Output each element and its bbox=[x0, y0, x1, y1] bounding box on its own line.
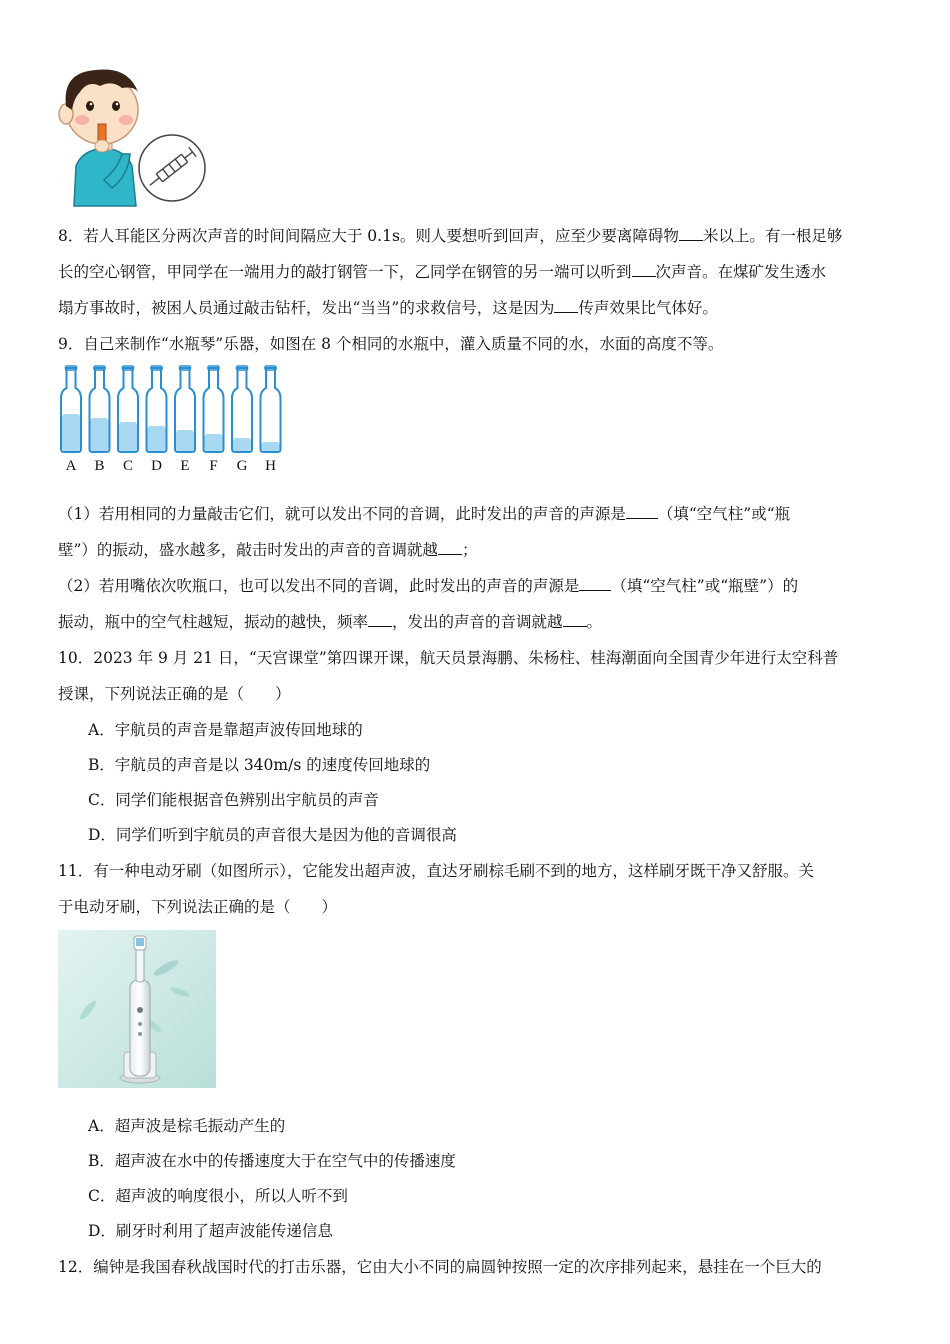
bottle-label: B bbox=[94, 458, 105, 474]
q8-blank-3[interactable] bbox=[554, 298, 578, 313]
boy-with-syringe-illustration bbox=[52, 58, 212, 208]
q8-line-3: 塌方事故时，被困人员通过敲击钻杆，发出“当当”的求救信号，这是因为 传声效果比气体好。 bbox=[58, 299, 718, 317]
q11-option-b[interactable]: B．超声波在水中的传播速度大于在空气中的传播速度 bbox=[88, 1152, 456, 1170]
q10-option-d[interactable]: D．同学们听到宇航员的声音很大是因为他的音调很高 bbox=[88, 826, 457, 844]
q11-option-a[interactable]: A．超声波是棕毛振动产生的 bbox=[88, 1117, 286, 1135]
q9-stem: 9．自己来制作“水瓶琴”乐器，如图在 8 个相同的水瓶中，灌入质量不同的水，水面的高度不等。 bbox=[58, 335, 724, 353]
q9-blank-4[interactable] bbox=[368, 612, 392, 627]
q12-stem-line-1: 12．编钟是我国春秋战国时代的打击乐器，它由大小不同的扁圆钟按照一定的次序排列起来，悬挂在一个巨大的 bbox=[58, 1258, 822, 1276]
bottle-b bbox=[90, 366, 110, 474]
q8-blank-2[interactable] bbox=[632, 262, 656, 277]
bottle-d bbox=[147, 366, 167, 474]
bottle-label: C bbox=[122, 458, 134, 474]
q9-part2-line-1: （2）若用嘴依次吹瓶口，也可以发出不同的音调，此时发出的声音的声源是 （填“空气柱”或“瓶壁”）的 bbox=[58, 577, 799, 595]
q10-stem-line-1: 10．2023 年 9 月 21 日，“天宫课堂”第四课开课，航天员景海鹏、朱杨柱、桂海潮面向全国青少年进行太空科普 bbox=[58, 649, 839, 667]
q10-stem-line-2: 授课，下列说法正确的是（ ） bbox=[58, 685, 291, 703]
water-bottles-figure bbox=[58, 364, 298, 476]
bottle-h bbox=[261, 366, 281, 474]
q10-option-b[interactable]: B．宇航员的声音是以 340m/s 的速度传回地球的 bbox=[88, 756, 431, 774]
q11-stem-line-2: 于电动牙刷，下列说法正确的是（ ） bbox=[58, 898, 338, 916]
q11-stem-line-1: 11．有一种电动牙刷（如图所示），它能发出超声波，直达牙刷棕毛刷不到的地方，这样刷牙既干净又舒服。关 bbox=[58, 862, 814, 880]
q8-blank-1[interactable] bbox=[679, 226, 703, 241]
bottle-a bbox=[61, 366, 81, 474]
q10-option-c[interactable]: C．同学们能根据音色辨别出宇航员的声音 bbox=[88, 791, 379, 809]
bottle-g bbox=[232, 366, 252, 474]
electric-toothbrush-photo bbox=[58, 930, 216, 1088]
q9-blank-3[interactable] bbox=[579, 576, 611, 591]
q10-option-a[interactable]: A．宇航员的声音是靠超声波传回地球的 bbox=[88, 721, 363, 739]
q9-part1-line-2: 壁”）的振动，盛水越多，敲击时发出的声音的音调就越 ； bbox=[58, 541, 478, 559]
bottle-label: A bbox=[65, 458, 77, 474]
bottle-f bbox=[204, 366, 224, 474]
q9-blank-5[interactable] bbox=[563, 612, 587, 627]
bottle-label: G bbox=[236, 458, 248, 474]
q9-part1-line-1: （1）若用相同的力量敲击它们，就可以发出不同的音调，此时发出的声音的声源是 （填“空气柱”或“瓶 bbox=[58, 505, 791, 523]
q9-blank-2[interactable] bbox=[438, 540, 462, 555]
bottle-label: D bbox=[151, 458, 162, 474]
bottle-c bbox=[118, 366, 138, 474]
q8-line-2: 长的空心钢管，甲同学在一端用力的敲打钢管一下，乙同学在钢管的另一端可以听到 次声音。在煤矿发生透水 bbox=[58, 263, 827, 281]
q11-option-c[interactable]: C．超声波的响度很小，所以人听不到 bbox=[88, 1187, 348, 1205]
q11-option-d[interactable]: D．刷牙时利用了超声波能传递信息 bbox=[88, 1222, 333, 1240]
q8-line-1: 8．若人耳能区分两次声音的时间间隔应大于 0.1s。则人要想听到回声，应至少要离障碍物 米以上。有一根足够 bbox=[58, 227, 843, 245]
bottle-e bbox=[175, 366, 195, 474]
bottle-label: E bbox=[180, 458, 190, 474]
q9-blank-1[interactable] bbox=[626, 504, 658, 519]
q9-part2-line-2: 振动，瓶中的空气柱越短，振动的越快，频率 ，发出的声音的音调就越 。 bbox=[58, 613, 603, 631]
bottle-label: H bbox=[265, 458, 276, 474]
bottle-label: F bbox=[209, 458, 218, 474]
